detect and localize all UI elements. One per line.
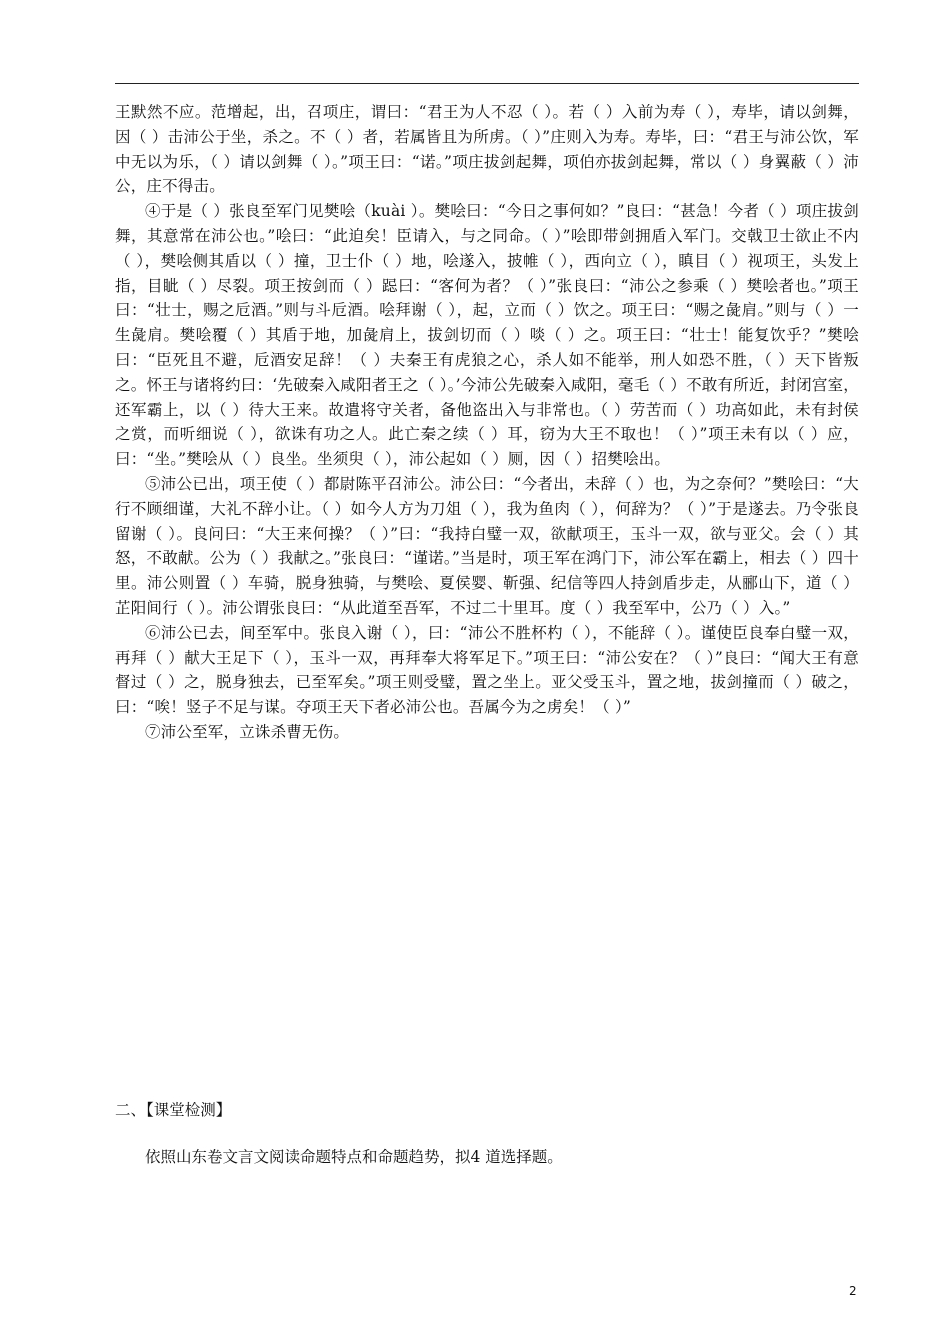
passage-body: [115, 100, 859, 745]
passage-paragraph-6: ⑥沛公已去，间至军中。张良入谢（ ），曰：“沛公不胜杯杓（ ），不能辞（ ）。谨使臣良奉白璧一双，再拜（ ）献大王足下（ ），玉斗一双，再拜奉大将军足下。”项王曰：“沛公安在？（ ）”良曰：“闻大王有意督过（ ）之，脱身独去，已至军矣。”项王则受璧，置之坐上。亚父受玉斗，置之地，拔剑撞而（ ）破之，曰：“唉！竖子不足与谋。夺项王天下者必沛公也。吾属今为之虏矣！（ ）”: [115, 623, 859, 717]
header-rule: [115, 83, 859, 84]
task-instruction: 依照山东卷文言文阅读命题特点和命题趋势，拟4 道选择题。: [145, 1148, 563, 1166]
page-number: 2: [849, 1284, 857, 1298]
section-heading: 二、【课堂检测】: [115, 1101, 232, 1119]
passage-paragraph-5: ⑤沛公已出，项王使（ ）都尉陈平召沛公。沛公曰：“今者出，未辞（ ）也，为之奈何？”樊哙曰：“大行不顾细谨，大礼不辞小让。（ ）如今人方为刀俎（ ），我为鱼肉（ ），何辞为？（ ）”于是遂去。乃令张良留谢（ ）。良问曰：“大王来何操？（ ）”曰：“我持白璧一双，欲献项王，玉斗一双，欲与亚父。会（ ）其怒，不敢献。公为（ ）我献之。”张良曰：“谨诺。”当是时，项王军在鸿门下，沛公军在霸上，相去（ ）四十里。沛公则置（ ）车骑，脱身独骑，与樊哙、夏侯婴、靳强、纪信等四人持剑盾步走，从郦山下，道（ ）芷阳间行（ ）。沛公谓张良曰：“从此道至吾军，不过二十里耳。度（ ）我至军中，公乃（ ）入。”: [115, 474, 859, 617]
passage-paragraph-4: ④于是（ ）张良至军门见樊哙（kuài ）。樊哙曰：“今日之事何如？”良曰：“甚急！今者（ ）项庄拔剑舞，其意常在沛公也。”哙曰：“此迫矣！臣请入，与之同命。（ ）”哙即带剑拥盾入军门。交戟卫士欲止不内（ ），樊哙侧其盾以（ ）撞，卫士仆（ ）地，哙遂入，披帷（ ），西向立（ ），瞋目（ ）视项王，头发上指，目眦（ ）尽裂。项王按剑而（ ）跽曰：“客何为者？（ ）”张良曰：“沛公之参乘（ ）樊哙者也。”项王曰：“壮士，赐之卮酒。”则与斗卮酒。哙拜谢（ ），起，立而（ ）饮之。项王曰：“赐之彘肩。”则与（ ）一生彘肩。樊哙覆（ ）其盾于地，加彘肩上，拔剑切而（ ）啖（ ）之。项王曰：“壮士！能复饮乎？”樊哙曰：“臣死且不避，卮酒安足辞！（ ）夫秦王有虎狼之心，杀人如不能举，刑人如恐不胜，（ ）天下皆叛之。怀王与诸将约曰：‘先破秦入咸阳者王之（ ）。’今沛公先破秦入咸阳，毫毛（ ）不敢有所近，封闭宫室，还军霸上，以（ ）待大王来。故遣将守关者，备他盗出入与非常也。（ ）劳苦而（ ）功高如此，未有封侯之赏，而听细说（ ），欲诛有功之人。此亡秦之续（ ）耳，窃为大王不取也！（ ）”项王未有以（ ）应，曰：“坐。”樊哙从（ ）良坐。坐须臾（ ），沛公起如（ ）厕，因（ ）招樊哙出。: [115, 202, 859, 469]
passage-paragraph-7: ⑦沛公至军，立诛杀曹无伤。: [145, 722, 350, 741]
passage-paragraph-3: 王默然不应。范增起，出，召项庄，谓曰：“君王为人不忍（ ）。若（ ）入前为寿（ ），寿毕，请以剑舞，因（ ）击沛公于坐，杀之。不（ ）者，若属皆且为所虏。（ ）”庄则入为寿。寿毕，曰：“君王与沛公饮，军中无以为乐，（ ）请以剑舞（ ）。”项王曰：“诺。”项庄拔剑起舞，项伯亦拔剑起舞，常以（ ）身翼蔽（ ）沛公，庄不得击。: [115, 103, 859, 196]
